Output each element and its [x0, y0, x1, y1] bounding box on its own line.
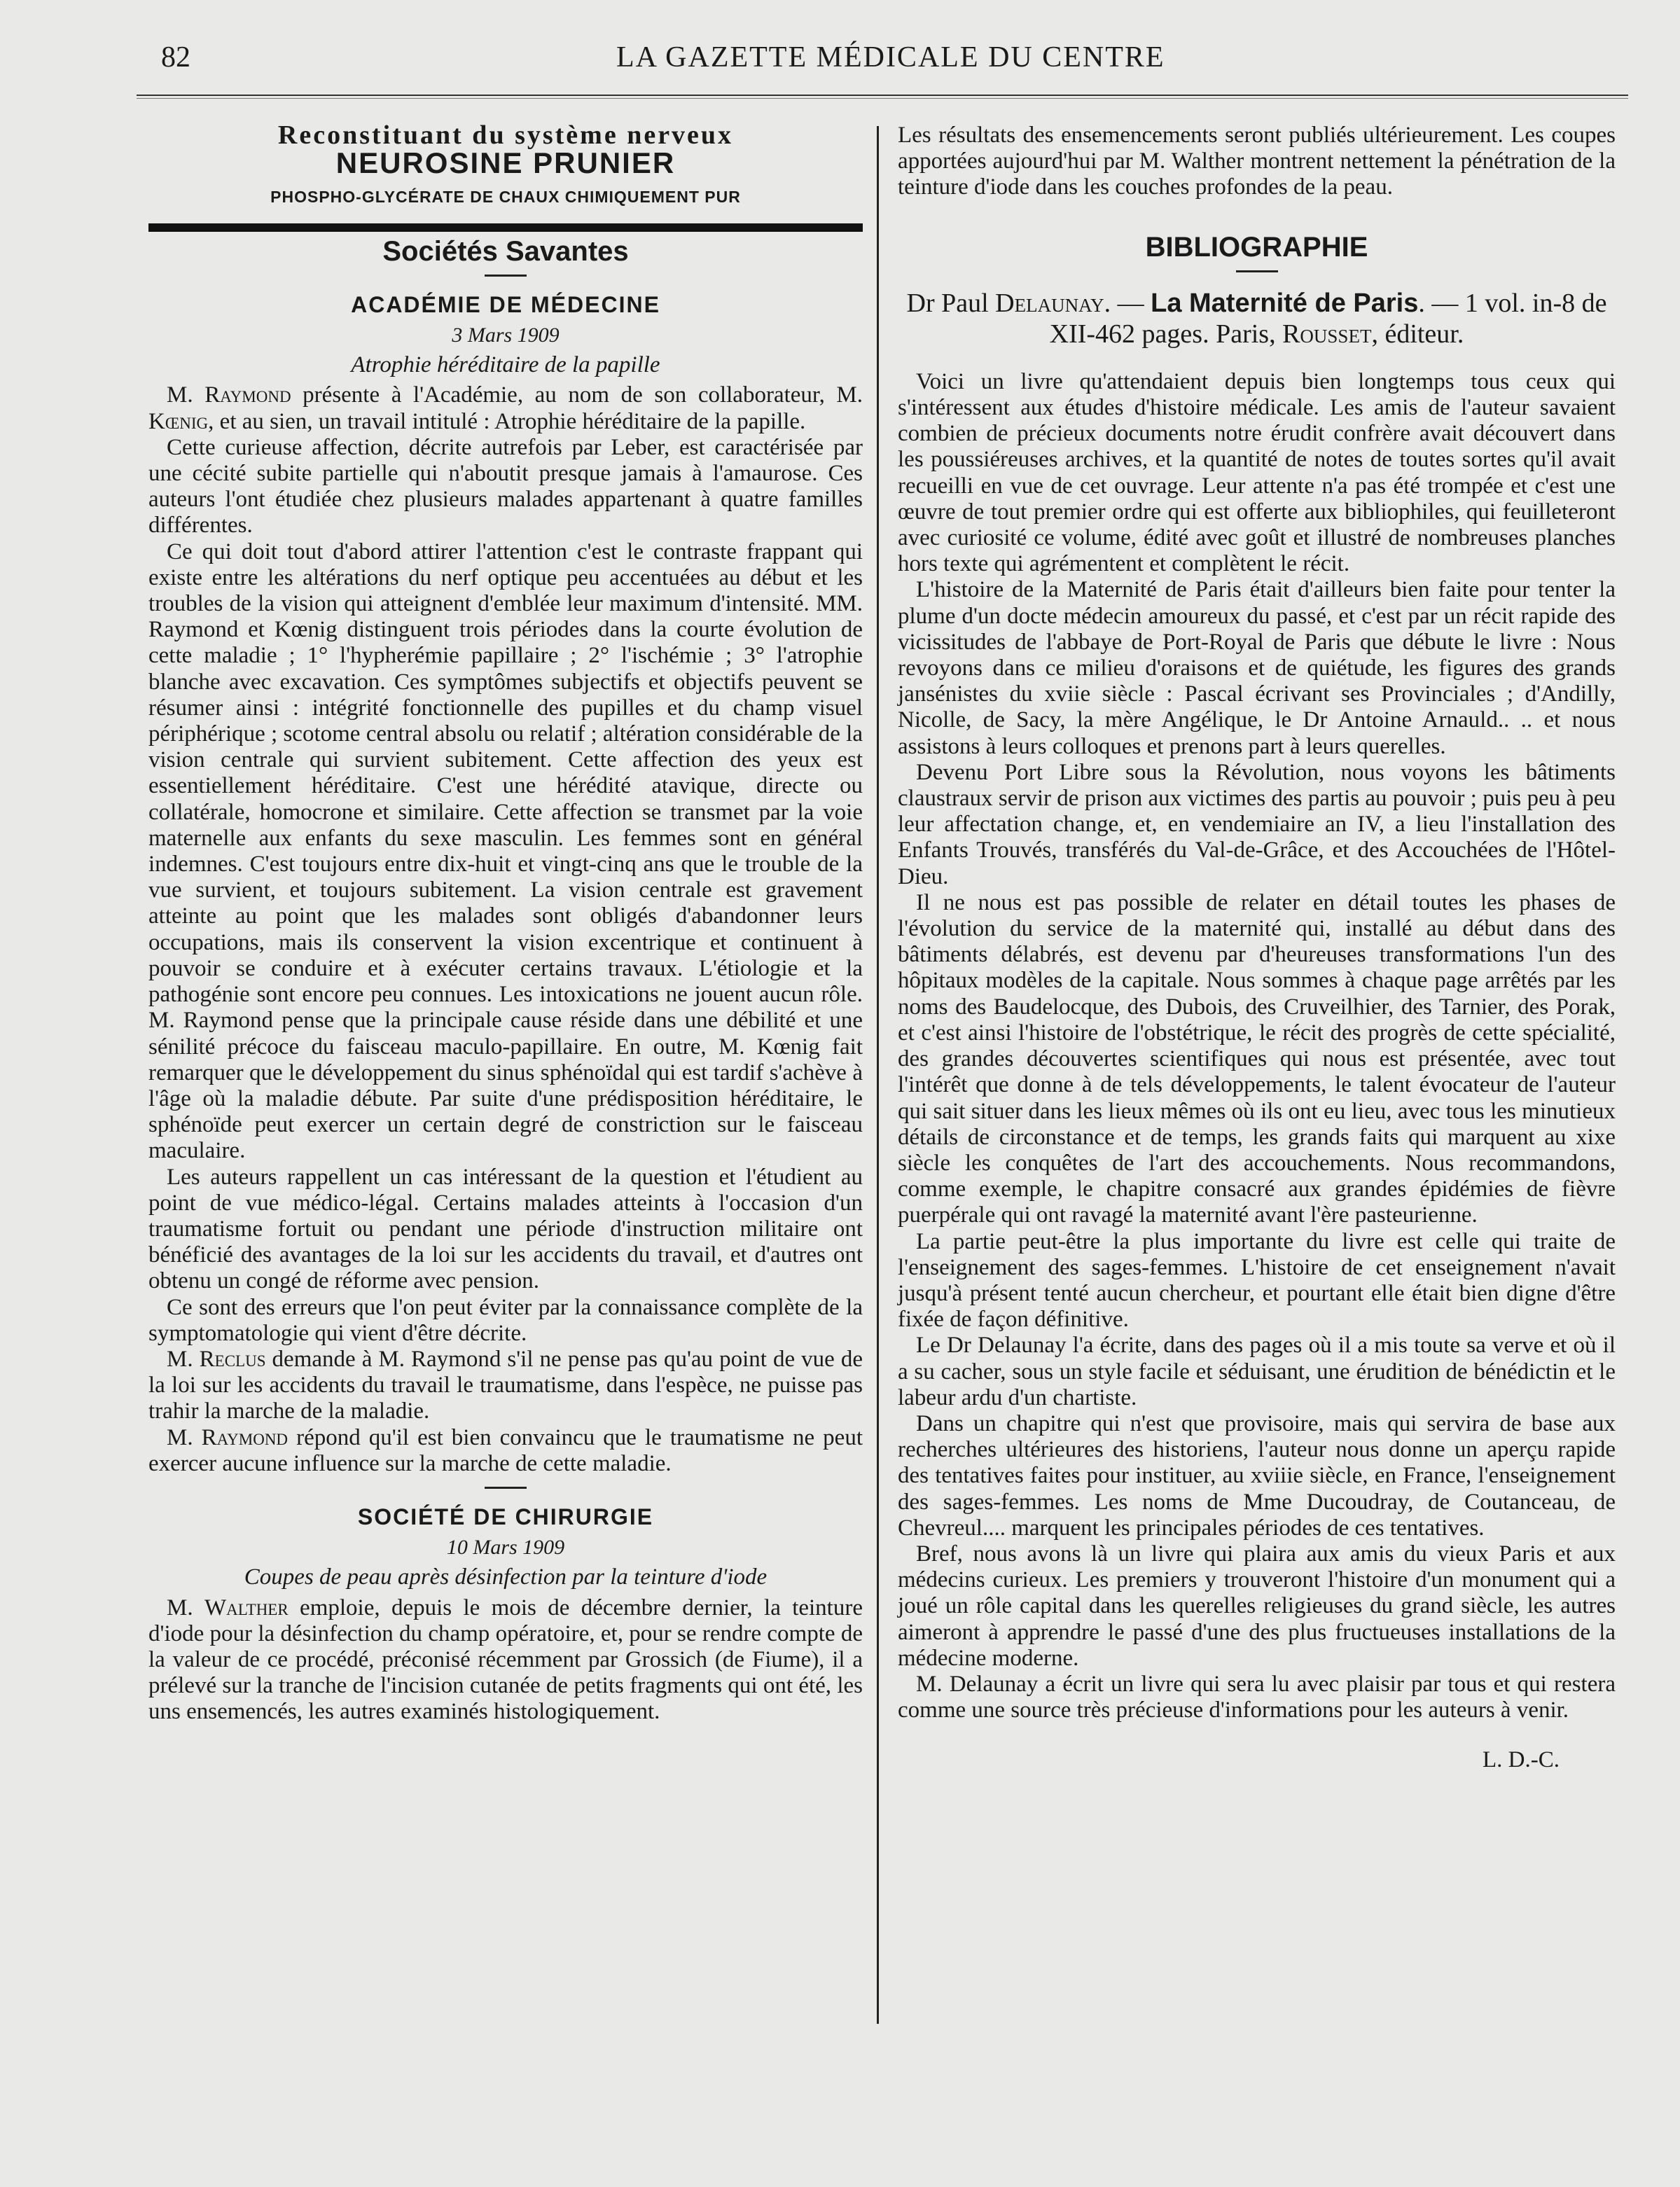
text: M.	[167, 1595, 204, 1620]
paragraph: Les auteurs rappellent un cas intéressant de la question et l'étudient au point de vue médico-légal. Certains malades atteints à l'occasion d'un traumatisme fortuit ou pendant une période d'instruction militaire ont bénéficié des avantages de la loi sur les accidents du travail, et d'autres ont obtenu un congé de réforme avec pension.	[148, 1164, 863, 1294]
person-name: Kœnig	[148, 408, 209, 434]
person-name: Reclus	[199, 1346, 266, 1372]
academie-title: ACADÉMIE DE MÉDECINE	[351, 291, 660, 317]
review-paragraph: Bref, nous avons là un livre qui plaira aux amis du vieux Paris et aux médecins curieux. Les premiers y trouveront l'histoire d'un monument qui a joué un rôle capital dans les querelles religieuses du grand siècle, les autres aimeront à apprendre le passé d'une des plus fructueuses installations de la médecine moderne.	[898, 1541, 1616, 1671]
review-paragraph: M. Delaunay a écrit un livre qui sera lu avec plaisir par tous et qui restera comme une source très précieuse d'informations pour les auteurs à venir.	[898, 1671, 1616, 1723]
academie-date: 3 Mars 1909	[452, 324, 560, 347]
paragraph	[148, 1595, 863, 1726]
left-column	[148, 120, 863, 1726]
person-name: Raymond	[201, 1424, 289, 1450]
section-dash	[1236, 270, 1278, 272]
advertisement	[148, 120, 863, 232]
paragraph: Ce qui doit tout d'abord attirer l'attention c'est le contraste frappant qui existe entre les altérations du nerf optique peu accentuées au début et les troubles de la vision qui atteignent d'emblée leur maximum d'intensité. MM. Raymond et Kœnig distinguent trois périodes dans la courte évolution de cette maladie ; 1° l'hypherémie papillaire ; 2° l'ischémie ; 3° l'atrophie blanche avec excavation. Ces symptômes subjectifs et objectifs peuvent se résumer ainsi : intégrité fonctionnelle des pupilles et du champ visuel périphérique ; scotome central absolu ou relatif ; altération considérable de la vision centrale qui survient subitement. Cette affection des yeux est essentiellement héréditaire. C'est une hérédité atavique, directe ou collatérale, homocrone et similaire. Cette affection se transmet par la voie maternelle aux enfants du sexe masculin. Les femmes sont en général indemnes. C'est toujours entre dix-huit et vingt-cinq ans que le trouble de la vue survient, et toujours subitement. La vision centrale est gravement atteinte au point que les malades sont obligés d'abandonner leurs occupations, mais ils conservent la vision excentrique et continuent à pouvoir se conduire et à exécuter certains travaux. L'étiologie et la pathogénie sont encore peu connues. Les intoxications ne jouent aucun rôle. M. Raymond pense que la principale cause réside dans une débilité et une sénilité précoce du faisceau maculo-papillaire. En outre, M. Kœnig fait remarquer que le développement du sinus sphénoïdal qui est tardif s'achève à l'âge où la maladie débute. Par suite d'une prédisposition héréditaire, le sphénoïde peut exercer un certain degré de constriction sur le faisceau maculaire.	[148, 539, 863, 1164]
column-divider	[877, 126, 879, 2024]
continuation-paragraph: Les résultats des ensemencements seront publiés ultérieurement. Les coupes apportées aujourd'hui par M. Walther montrent nettement la pénétration de la teinture d'iode dans les couches profondes de la peau.	[898, 123, 1616, 200]
text: M.	[167, 1424, 202, 1450]
review-paragraph: L'histoire de la Maternité de Paris était d'ailleurs bien faite pour tenter la plume d'un docte médecin amoureux du passé, et c'est par un récit rapide des vicissitudes de l'abbaye de Port-Royal de Paris que débute le livre : Nous revoyons dans ce milieu d'oraisons et de quiétude, les figures des grands jansénistes du xviie siècle : Pascal écrivant ses Provinciales ; d'Andilly, Nicolle, de Sacy, la mère Angélique, le Dr Antoine Arnauld.. .. et nous assistons à leurs colloques et prenons part à leurs querelles.	[898, 577, 1616, 759]
paragraph: Cette curieuse affection, décrite autrefois par Leber, est caractérisée par une cécité subite partielle qui n'aboutit presque jamais à l'amaurose. Ces auteurs l'ont étudiée chez plusieurs malades appartenant à quatre familles différentes.	[148, 434, 863, 539]
text: , éditeur.	[1371, 319, 1464, 349]
spacer	[898, 201, 1616, 229]
ad-description: PHOSPHO-GLYCÉRATE DE CHAUX CHIMIQUEMENT PUR	[270, 188, 741, 207]
review-paragraph: La partie peut-être la plus importante du livre est celle qui traite de l'enseignement des sages-femmes. L'histoire de cet enseignement n'avait jusqu'à présent tenté aucun chercheur, et pourtant elle était bien digne d'être fixée de façon définitive.	[898, 1228, 1616, 1333]
paragraph: Ce sont des erreurs que l'on peut éviter par la connaissance complète de la symptomatologie qui vient d'être décrite.	[148, 1294, 863, 1346]
page-number: 82	[161, 41, 190, 74]
review-paragraph: Voici un livre qu'attendaient depuis bien longtemps tous ceux qui s'intéressent aux études d'histoire médicale. Les amis de l'auteur savaient combien de précieux documents notre érudit confrère avait découvert dans les poussiéreuses archives, et la quantité de notes de toutes sortes qu'il avait recueilli en vue de cet ouvrage. Leur attente n'a pas été trompée et c'est une œuvre de tout premier ordre qui est offerte aux bibliophiles, qui feuilleteront avec curiosité ce volume, édité avec goût et illustré de nombreuses planches hors texte qui agrémentent et complètent le récit.	[898, 368, 1616, 577]
text: , et au sien, un travail intitulé : Atrophie héréditaire de la papille.	[208, 408, 806, 434]
publisher-name: Rousset	[1282, 319, 1372, 349]
running-title: LA GAZETTE MÉDICALE DU CENTRE	[616, 41, 1165, 74]
section-title-bibliographie: BIBLIOGRAPHIE	[1145, 231, 1368, 263]
header-rule	[137, 95, 1628, 96]
page-header	[161, 41, 1618, 83]
review-paragraph: Il ne nous est pas possible de relater en détail toutes les phases de l'évolution du service de la maternité qui, installé au début dans des bâtiments délabrés, est devenu par d'heureuses transformations l'un des hôpitaux modèles de la capitale. Nous sommes à chaque page arrêtés par les noms des Baudelocque, des Dubois, des Cruveilhier, des Tarnier, des Porak, et c'est ainsi l'histoire de l'obstétrique, le récit des progrès de cette spécialité, des grandes découvertes scientifiques qui nous est présentée, avec tout l'intérêt que donne à de tels développements, le talent évocateur de l'auteur qui sait situer dans les lieux mêmes où ils ont eu lieu, avec tous les minutieux détails de circonstance et de temps, les grands faits qui marquent au xixe siècle les conquêtes de l'art des accouchements. Nous recommandons, comme exemple, le chapitre consacré aux grandes épidémies de fièvre puerpérale qui ont ravagé la maternité avant l'ère pasteurienne.	[898, 889, 1616, 1228]
book-reference	[898, 288, 1616, 349]
section-dash	[485, 1487, 527, 1489]
text: présente à l'Académie, au nom de son collaborateur, M.	[291, 382, 863, 408]
author-name: Delaunay	[995, 288, 1104, 318]
right-column	[898, 123, 1616, 1774]
person-name: Walther	[204, 1595, 289, 1620]
text: . — 1 vol. in-8 de XII-462 pages. Paris,	[1049, 288, 1607, 349]
book-title: La Maternité de Paris	[1151, 288, 1419, 318]
text: M.	[167, 382, 205, 408]
paragraph	[148, 1425, 863, 1477]
review-paragraph: Devenu Port Libre sous la Révolution, nous voyons les bâtiments claustraux servir de prison aux victimes des partis au pouvoir ; puis peu à peu leur affectation change, et, en vendemiaire an IV, a lieu l'installation des Enfants Trouvés, transférés du Val-de-Grâce, et des Accouchées de l'Hôtel-Dieu.	[898, 759, 1616, 889]
text: Dr Paul	[906, 288, 996, 318]
chirurgie-article-title: Coupes de peau après désinfection par la teinture d'iode	[244, 1564, 768, 1590]
person-name: Raymond	[204, 382, 291, 408]
review-paragraph: Le Dr Delaunay l'a écrite, dans des pages où il a mis toute sa verve et où il a su cacher, sous un style facile et séduisant, une érudition de bénédictin et le labeur ardu d'un chartiste.	[898, 1333, 1616, 1410]
ad-product-name: NEUROSINE PRUNIER	[335, 146, 676, 180]
chirurgie-date: 10 Mars 1909	[446, 1536, 565, 1560]
header-rule-thin	[137, 98, 1628, 99]
text: emploie, depuis le mois de décembre dernier, la teinture d'iode pour la désinfection du champ opératoire, et, pour se rendre compte de la valeur de ce procédé, préconisé récemment par Grossich (de Fiume), il a prélevé sur la tranche de l'incision cutanée de petits fragments qui ont été, les uns ensemencés, les autres examinés histologiquement.	[148, 1595, 863, 1725]
review-paragraph: Dans un chapitre qui n'est que provisoire, mais qui servira de base aux recherches ultérieures des historiens, l'auteur nous donne un aperçu rapide des tentatives faites pour instituer, au xviiie siècle, en France, l'enseignement des sages-femmes. Les noms de Mme Ducoudray, de Coutanceau, de Chevreul.... marquent les principales périodes de ces tentatives.	[898, 1410, 1616, 1541]
signature: L. D.-C.	[1483, 1747, 1560, 1773]
paragraph	[148, 1347, 863, 1425]
paragraph	[148, 382, 863, 434]
section-title-societes: Sociétés Savantes	[382, 235, 629, 267]
text: demande à M. Raymond s'il ne pense pas qu'au point de vue de la loi sur les accidents du travail le traumatisme, dans l'espèce, ne puisse pas trahir la marche de la maladie.	[148, 1346, 863, 1424]
chirurgie-title: SOCIÉTÉ DE CHIRURGIE	[357, 1504, 654, 1529]
text: répond qu'il est bien convaincu que le traumatisme ne peut exercer aucune influence sur la marche de cette maladie.	[148, 1424, 863, 1476]
ad-tagline: Reconstituant du système nerveux	[277, 120, 734, 150]
text: M.	[167, 1346, 200, 1372]
ad-rule	[148, 223, 863, 232]
text: . —	[1104, 288, 1151, 318]
section-dash	[485, 275, 527, 277]
academie-article-title: Atrophie héréditaire de la papille	[351, 352, 660, 378]
